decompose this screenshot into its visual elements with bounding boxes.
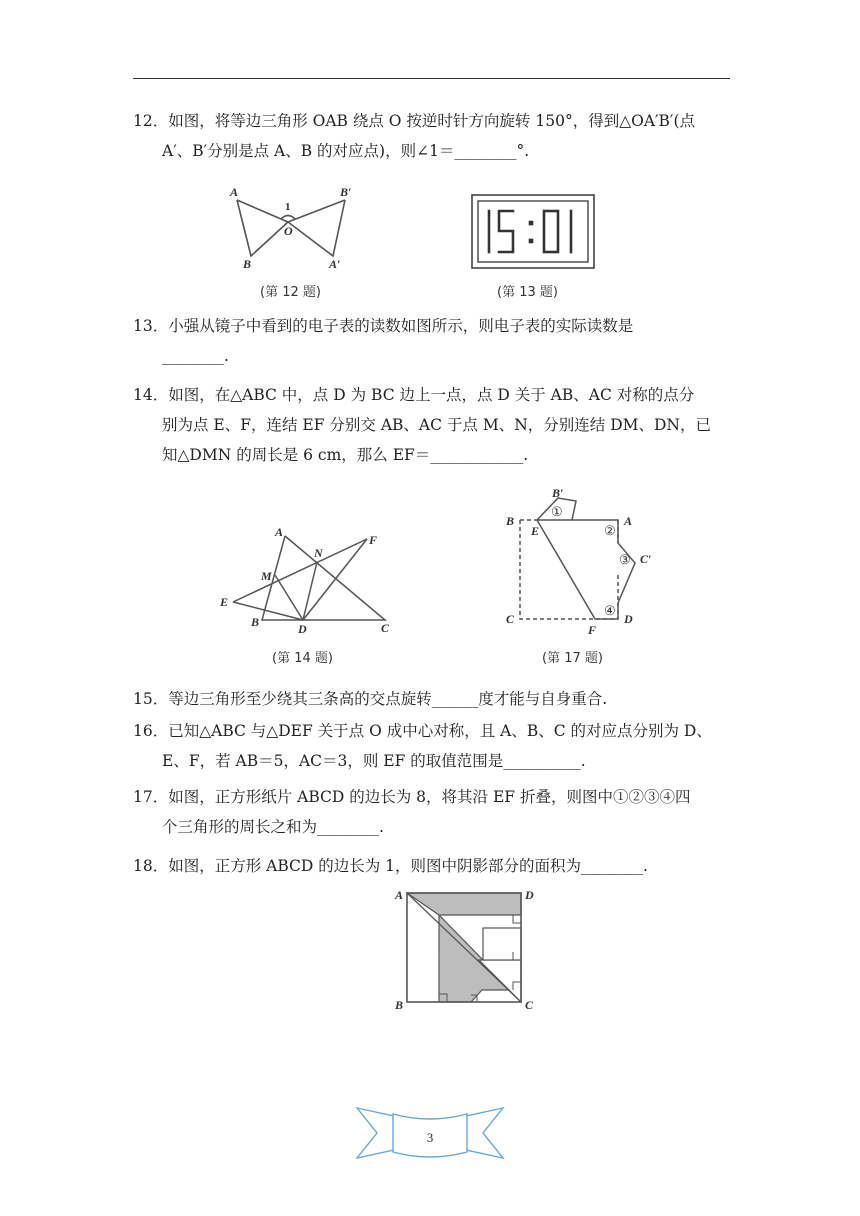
fig17-label-e: E [531,524,540,538]
fig14-label-b: B [251,615,260,629]
question-13 [133,311,733,371]
question-13-line-1: 13．小强从镜子中看到的电子表的读数如图所示，则电子表的实际读数是 [133,317,634,335]
fig14-label-m: M [261,569,272,583]
question-17-line-1: 17．如图，正方形纸片 ABCD 的边长为 8，将其沿 EF 折叠，则图中①②③④四 [133,788,691,806]
fig17-label-circle-4: ④ [604,603,616,618]
fig12-label-a-prime: A′ [329,257,341,271]
fig14-label-f: F [369,533,378,547]
fig18-label-d: D [525,888,534,902]
figure-18-shapes [407,893,521,1002]
figure-14 [215,520,415,640]
question-18-line-1: 18．如图，正方形 ABCD 的边长为 1，则图中阴影部分的面积为________. [133,857,648,875]
question-16-line-1: 16．已知△ABC 与△DEF 关于点 O 成中心对称，且 A、B、C 的对应点分别为 D、 [133,722,712,740]
page-number-ribbon [355,1104,505,1164]
question-14-line-2: 别为点 E、F，连结 EF 分别交 AB、AC 于点 M、N，分别连结 DM、DN，已 [162,416,711,434]
fig17-label-circle-2: ② [604,523,616,538]
fig17-label-b-prime: B′ [552,486,564,500]
fig14-label-c: C [381,621,390,635]
question-17 [133,782,733,842]
figure-12 [225,182,365,274]
fig17-label-d: D [624,612,633,626]
fig17-label-circle-3: ③ [619,552,631,567]
question-13-line-2: ________. [162,347,229,365]
figure-17 [500,483,660,638]
figure-17-caption: (第 17 题) [542,651,603,666]
figure-14-caption: (第 14 题) [272,651,333,666]
question-12-line-1: 12．如图，将等边三角形 OAB 绕点 O 按逆时针方向旋转 150°，得到△OA′B′(点 [133,112,695,130]
fig12-label-b-prime: B′ [340,185,352,199]
fig12-label-a: A [230,185,239,199]
fig17-label-b: B [506,514,515,528]
question-17-line-2: 个三角形的周长之和为________. [162,818,384,836]
fig12-label-b: B [243,257,252,271]
question-15 [133,684,733,714]
fig17-label-c: C [506,612,515,626]
question-16 [133,716,733,776]
figure-17-lines [520,498,635,619]
question-14-line-3: 知△DMN 的周长是 6 cm，那么 EF＝____________. [162,446,529,464]
fig18-label-b: B [395,998,404,1012]
fig18-label-c: C [525,998,534,1012]
fig12-label-o: O [284,224,293,238]
figure-14-lines [233,536,385,620]
clock-digits [489,211,571,252]
question-16-line-2: E、F，若 AB＝5，AC＝3，则 EF 的取值范围是__________. [162,752,586,770]
question-12-line-2: A′、B′分别是点 A、B 的对应点)，则∠1＝________°. [162,142,530,160]
figure-12-caption: (第 12 题) [260,285,321,300]
header-rule [133,78,730,79]
fig12-label-angle-1: 1 [285,201,291,213]
fig17-label-f: F [588,623,597,637]
fig17-label-c-prime: C′ [640,552,652,566]
figure-18 [393,885,543,1013]
fig17-label-circle-1: ① [551,504,563,519]
figure-13-clock [471,194,595,269]
fig14-label-e: E [220,595,229,609]
fig14-label-n: N [314,546,323,560]
page-number: 3 [426,1130,434,1145]
question-12 [133,106,733,166]
question-14 [133,380,733,470]
figure-13-caption: (第 13 题) [497,285,558,300]
fig14-label-a: A [275,525,284,539]
question-15-line-1: 15．等边三角形至少绕其三条高的交点旋转______度才能与自身重合. [133,690,608,708]
fig17-label-a: A [624,514,633,528]
question-14-line-1: 14．如图，在△ABC 中，点 D 为 BC 边上一点，点 D 关于 AB、AC 对称的点分 [133,386,695,404]
question-18 [133,851,733,881]
fig18-label-a: A [395,888,404,902]
fig14-label-d: D [298,622,307,636]
